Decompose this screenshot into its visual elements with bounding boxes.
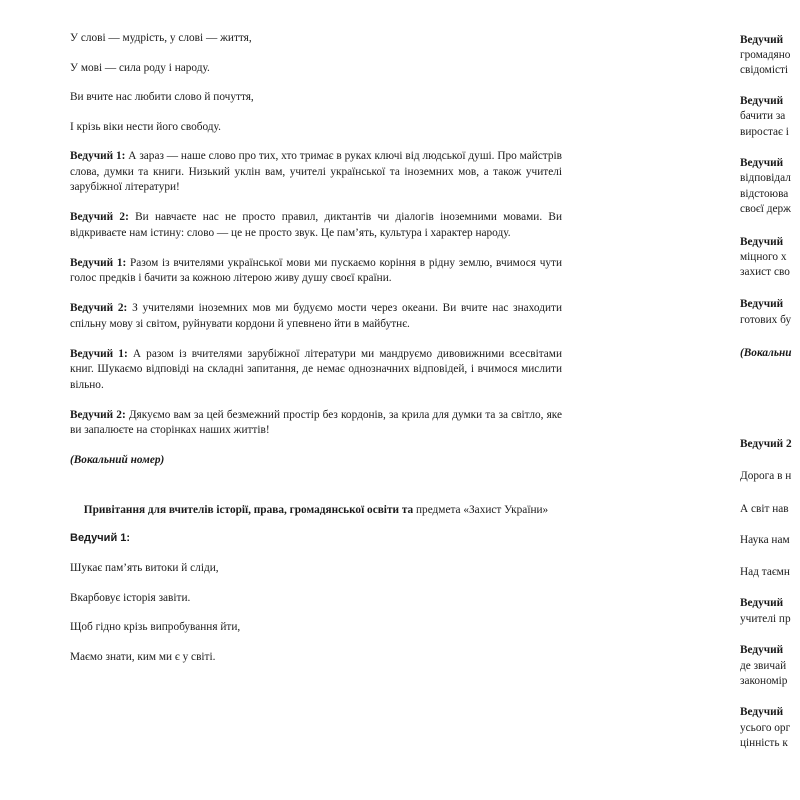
text-fragment: готових бу xyxy=(740,314,792,326)
speaker-label-fragment: Ведучий xyxy=(740,236,784,248)
text-fragment: громадяно xyxy=(740,49,791,61)
text-fragment: Наука нам xyxy=(740,534,790,546)
dialogue-paragraph xyxy=(70,149,562,196)
section-heading xyxy=(70,503,562,519)
dialogue-paragraph xyxy=(70,408,562,439)
verse-line: У слові — мудрість, у слові — життя, xyxy=(70,32,252,44)
speaker-label: Ведучий 2: xyxy=(70,408,126,421)
dialogue-text: З учителями іноземних мов ми будуємо мости через океани. Ви вчите нас знаходити спільну мову зі світом, руйнувати кордони й упевнено йти в майбутнє. xyxy=(70,302,562,330)
speaker-label: Ведучий 1: xyxy=(70,256,127,269)
dialogue-text: А разом із вчителями зарубіжної літератури ми мандруємо дивовижними всесвітами книг. Шукаємо відповіді на складні запитання, де немає однозначних відповідей, і вчимося мислити вільно. xyxy=(70,347,562,391)
speaker-label-fragment: Ведучий xyxy=(740,34,784,46)
verse-line: Щоб гідно крізь випробування йти, xyxy=(70,621,241,633)
speaker-label-fragment: Ведучий xyxy=(740,95,784,107)
dialogue-text: А зараз — наше слово про тих, хто тримає в руках ключі від людської душі. Про майстрів слова, думки та книги. Низький уклін вам, учителі української та іноземних мов, а також учителі зарубіжної літератури! xyxy=(70,150,563,193)
speaker-label: Ведучий 2: xyxy=(70,211,129,223)
speaker-label-fragment: Ведучий xyxy=(740,597,784,609)
section-heading-rest: предмета «Захист України» xyxy=(413,503,549,516)
document-left-column xyxy=(70,31,562,679)
dialogue-text: Разом із вчителями української мови ми пускаємо коріння в рідну землю, вчимося чути голос предків і бачити за кожною літерою живу душу своєї країни. xyxy=(70,256,563,284)
text-fragment: закономір xyxy=(740,675,788,687)
text-fragment: (Вокальни xyxy=(740,347,792,359)
speaker-label-fragment: Ведучий xyxy=(740,298,784,310)
text-fragment: А світ нав xyxy=(740,503,789,515)
speaker-label-fragment: Ведучий xyxy=(740,644,784,656)
text-fragment: захист сво xyxy=(740,266,790,278)
text-fragment: міцного х xyxy=(740,251,787,263)
text-fragment: цінність к xyxy=(740,737,788,749)
section-heading-bold: Привітання для вчителів історії, права, громадянської освіти та xyxy=(83,503,414,516)
text-fragment: Над таємн xyxy=(740,566,790,578)
stage-direction: (Вокальний номер) xyxy=(70,454,165,466)
dialogue-paragraph xyxy=(70,210,562,241)
speaker-heading: Ведучий 1: xyxy=(70,532,131,544)
verse-line: Вкарбовує історія завіти. xyxy=(70,591,191,604)
verse-line: Маємо знати, ким ми є у світі. xyxy=(70,650,216,663)
dialogue-paragraph xyxy=(70,256,562,287)
text-fragment: учителі пр xyxy=(740,613,791,625)
speaker-label-fragment: Ведучий xyxy=(740,706,784,718)
speaker-label: Ведучий 2: xyxy=(70,302,128,314)
dialogue-text: Дякуємо вам за цей безмежний простір без кордонів, за крила для думки та за світло, яке ви запалюєте на сторінках наших життів! xyxy=(70,408,562,436)
verse-line: Шукає пам’ять витоки й сліди, xyxy=(70,562,219,574)
verse-line: Ви вчите нас любити слово й почуття, xyxy=(70,91,254,103)
speaker-label: Ведучий 1: xyxy=(70,150,126,162)
verse-line: У мові — сила роду і народу. xyxy=(70,61,210,74)
text-fragment: відстоюва xyxy=(740,188,789,200)
text-fragment: відповідал xyxy=(740,172,791,184)
text-fragment: Дорога в н xyxy=(740,470,792,482)
text-fragment: своєї держ xyxy=(740,203,791,215)
dialogue-text: Ви навчаєте нас не просто правил, диктантів чи діалогів іноземними мовами. Ви відкриваєте нам істину: слово — це не просто звук. Це пам’ять, культура і характер народу. xyxy=(70,211,563,239)
text-fragment: де звичай xyxy=(740,660,787,672)
text-fragment: свідомісті xyxy=(740,64,789,76)
verse-line: І крізь віки нести його свободу. xyxy=(70,120,221,133)
dialogue-paragraph xyxy=(70,347,562,394)
dialogue-paragraph xyxy=(70,301,562,332)
speaker-label-fragment: Ведучий xyxy=(740,157,784,169)
text-fragment: усього орг xyxy=(740,722,791,734)
text-fragment: бачити за xyxy=(740,110,786,122)
speaker-label: Ведучий 1: xyxy=(70,347,128,360)
text-fragment: виростає і xyxy=(740,126,789,138)
document-right-column-clipped xyxy=(740,33,800,793)
speaker-label-fragment: Ведучий 2 xyxy=(740,438,792,450)
